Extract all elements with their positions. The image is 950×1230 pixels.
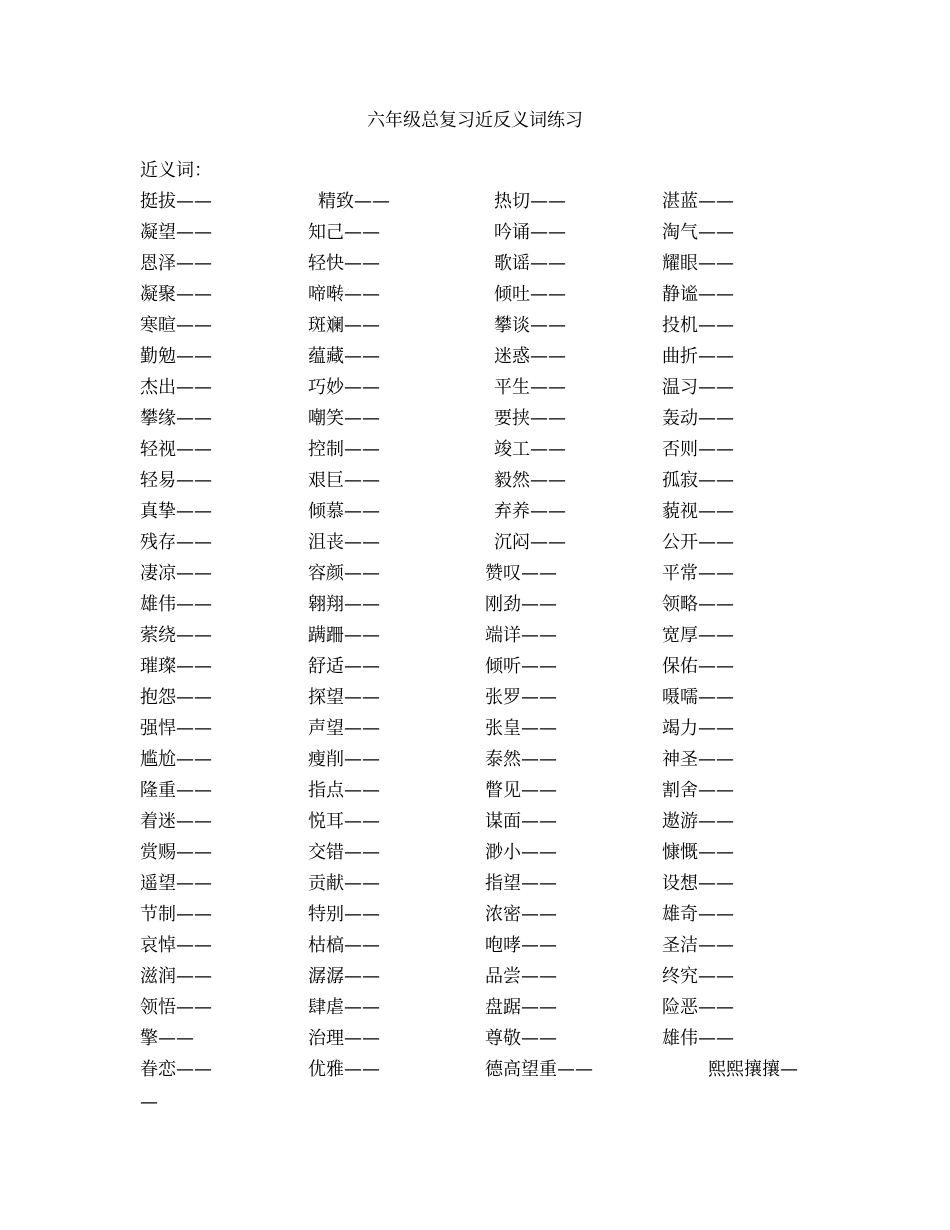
word-row — [0, 777, 950, 808]
word-row — [0, 622, 950, 653]
word-cell: 平常—— — [662, 563, 734, 584]
word-cell: 毅然—— — [494, 470, 566, 491]
page-title: 六年级总复习近反义词练习 — [367, 110, 583, 131]
word-cell: 泰然—— — [485, 749, 557, 770]
word-cell: 品尝—— — [485, 966, 557, 987]
word-cell: 特别—— — [308, 904, 380, 925]
word-cell: 设想—— — [662, 873, 734, 894]
word-cell: 蹒跚—— — [308, 625, 380, 646]
word-cell: 治理—— — [308, 1028, 380, 1049]
word-cell: 巧妙—— — [308, 377, 380, 398]
word-cell: 凝望—— — [140, 222, 212, 243]
word-row — [0, 591, 950, 622]
word-cell: 熙熙攘攘— — [708, 1059, 798, 1080]
word-cell: 容颜—— — [308, 563, 380, 584]
word-row — [0, 715, 950, 746]
word-cell: 弃养—— — [494, 501, 566, 522]
word-cell: 刚劲—— — [485, 594, 557, 615]
word-row — [0, 250, 950, 281]
word-cell: 神圣—— — [662, 749, 734, 770]
word-cell: 沉闷—— — [494, 532, 566, 553]
word-cell: 端详—— — [485, 625, 557, 646]
word-cell: 潺潺—— — [308, 966, 380, 987]
word-cell: 藐视—— — [662, 501, 734, 522]
word-row — [0, 808, 950, 839]
word-cell: 终究—— — [662, 966, 734, 987]
word-cell: 雄伟—— — [140, 594, 212, 615]
word-cell: 歌谣—— — [494, 253, 566, 274]
word-cell: 翱翔—— — [308, 594, 380, 615]
word-cell: 瞥见—— — [485, 780, 557, 801]
word-cell: 谋面—— — [485, 811, 557, 832]
word-cell: 轰动—— — [662, 408, 734, 429]
word-cell: 哀悼—— — [140, 935, 212, 956]
word-cell: 浓密—— — [485, 904, 557, 925]
trailing-dash: — — [140, 1092, 158, 1113]
word-row — [0, 436, 950, 467]
word-cell: 孤寂—— — [662, 470, 734, 491]
word-cell: 竭力—— — [662, 718, 734, 739]
word-cell: 公开—— — [662, 532, 734, 553]
word-row — [0, 188, 950, 219]
word-cell: 节制—— — [140, 904, 212, 925]
word-row — [0, 281, 950, 312]
word-cell: 淘气—— — [662, 222, 734, 243]
word-cell: 优雅—— — [308, 1059, 380, 1080]
word-row — [0, 901, 950, 932]
word-cell: 尊敬—— — [485, 1028, 557, 1049]
word-row — [0, 839, 950, 870]
word-cell: 萦绕—— — [140, 625, 212, 646]
word-cell: 啼啭—— — [308, 284, 380, 305]
word-row — [0, 374, 950, 405]
word-cell: 热切—— — [494, 191, 566, 212]
word-cell: 凝聚—— — [140, 284, 212, 305]
word-row — [0, 932, 950, 963]
word-cell: 滋润—— — [140, 966, 212, 987]
word-row — [0, 467, 950, 498]
word-cell: 咆哮—— — [485, 935, 557, 956]
word-cell: 张罗—— — [485, 687, 557, 708]
word-cell: 要挟—— — [494, 408, 566, 429]
word-row — [0, 746, 950, 777]
word-cell: 悦耳—— — [308, 811, 380, 832]
word-cell: 轻视—— — [140, 439, 212, 460]
word-cell: 曲折—— — [662, 346, 734, 367]
word-cell: 真挚—— — [140, 501, 212, 522]
word-cell: 着迷—— — [140, 811, 212, 832]
word-row — [0, 219, 950, 250]
word-row — [0, 498, 950, 529]
word-cell: 瘦削—— — [308, 749, 380, 770]
word-cell: 渺小—— — [485, 842, 557, 863]
word-row — [0, 312, 950, 343]
word-cell: 枯槁—— — [308, 935, 380, 956]
word-cell: 沮丧—— — [308, 532, 380, 553]
word-grid — [0, 188, 950, 1087]
word-cell: 擎—— — [140, 1028, 194, 1049]
word-cell: 精致—— — [318, 191, 390, 212]
word-cell: 轻易—— — [140, 470, 212, 491]
word-cell: 吟诵—— — [494, 222, 566, 243]
word-row — [0, 1025, 950, 1056]
word-cell: 探望—— — [308, 687, 380, 708]
word-cell: 领悟—— — [140, 997, 212, 1018]
word-cell: 宽厚—— — [662, 625, 734, 646]
word-cell: 知己—— — [308, 222, 380, 243]
word-cell: 蕴藏—— — [308, 346, 380, 367]
word-cell: 杰出—— — [140, 377, 212, 398]
word-cell: 指望—— — [485, 873, 557, 894]
word-cell: 贡献—— — [308, 873, 380, 894]
word-cell: 抱怨—— — [140, 687, 212, 708]
word-cell: 璀璨—— — [140, 656, 212, 677]
word-cell: 嗫嚅—— — [662, 687, 734, 708]
word-row — [0, 963, 950, 994]
word-row — [0, 560, 950, 591]
word-row — [0, 405, 950, 436]
word-row — [0, 343, 950, 374]
word-cell: 寒暄—— — [140, 315, 212, 336]
word-cell: 保佑—— — [662, 656, 734, 677]
word-cell: 圣洁—— — [662, 935, 734, 956]
word-cell: 温习—— — [662, 377, 734, 398]
word-cell: 投机—— — [662, 315, 734, 336]
word-cell: 恩泽—— — [140, 253, 212, 274]
word-cell: 赏赐—— — [140, 842, 212, 863]
word-row — [0, 1056, 950, 1087]
word-cell: 舒适—— — [308, 656, 380, 677]
word-row — [0, 870, 950, 901]
word-cell: 赞叹—— — [485, 563, 557, 584]
word-cell: 残存—— — [140, 532, 212, 553]
word-cell: 隆重—— — [140, 780, 212, 801]
word-cell: 倾吐—— — [494, 284, 566, 305]
word-cell: 声望—— — [308, 718, 380, 739]
word-cell: 盘踞—— — [485, 997, 557, 1018]
word-cell: 慷慨—— — [662, 842, 734, 863]
word-cell: 耀眼—— — [662, 253, 734, 274]
word-row — [0, 653, 950, 684]
word-cell: 攀缘—— — [140, 408, 212, 429]
word-cell: 尴尬—— — [140, 749, 212, 770]
word-cell: 湛蓝—— — [662, 191, 734, 212]
word-cell: 遥望—— — [140, 873, 212, 894]
word-cell: 雄奇—— — [662, 904, 734, 925]
word-cell: 交错—— — [308, 842, 380, 863]
word-row — [0, 684, 950, 715]
word-cell: 斑斓—— — [308, 315, 380, 336]
word-cell: 肆虐—— — [308, 997, 380, 1018]
word-cell: 割舍—— — [662, 780, 734, 801]
word-cell: 倾听—— — [485, 656, 557, 677]
word-cell: 勤勉—— — [140, 346, 212, 367]
word-cell: 遨游—— — [662, 811, 734, 832]
word-row — [0, 994, 950, 1025]
word-row — [0, 529, 950, 560]
word-cell: 艰巨—— — [308, 470, 380, 491]
word-cell: 迷惑—— — [494, 346, 566, 367]
word-cell: 雄伟—— — [662, 1028, 734, 1049]
word-cell: 张皇—— — [485, 718, 557, 739]
word-cell: 平生—— — [494, 377, 566, 398]
word-cell: 指点—— — [308, 780, 380, 801]
word-cell: 攀谈—— — [494, 315, 566, 336]
section-label-synonyms: 近义词： — [140, 160, 212, 181]
word-cell: 德高望重—— — [485, 1059, 593, 1080]
word-cell: 眷恋—— — [140, 1059, 212, 1080]
word-cell: 凄凉—— — [140, 563, 212, 584]
word-cell: 竣工—— — [494, 439, 566, 460]
word-cell: 轻快—— — [308, 253, 380, 274]
word-cell: 嘲笑—— — [308, 408, 380, 429]
word-cell: 倾慕—— — [308, 501, 380, 522]
word-cell: 挺拔—— — [140, 191, 212, 212]
word-cell: 领略—— — [662, 594, 734, 615]
word-cell: 否则—— — [662, 439, 734, 460]
word-cell: 险恶—— — [662, 997, 734, 1018]
word-cell: 强悍—— — [140, 718, 212, 739]
word-cell: 静谧—— — [662, 284, 734, 305]
word-cell: 控制—— — [308, 439, 380, 460]
